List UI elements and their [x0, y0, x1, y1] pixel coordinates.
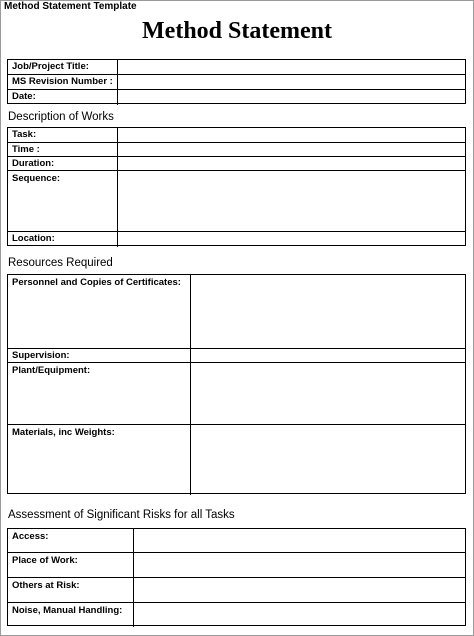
field-label-time: Time :: [8, 143, 118, 156]
field-row-job-title: [8, 60, 465, 75]
page-title: Method Statement: [142, 18, 332, 44]
field-row-plant-equipment: [8, 363, 465, 425]
field-input-job-title[interactable]: [118, 60, 465, 74]
field-row-others-at-risk: [8, 578, 465, 603]
field-input-ms-revision[interactable]: [118, 75, 465, 89]
field-label-supervision: Supervision:: [8, 349, 191, 362]
section-heading-risks: Assessment of Significant Risks for all Tasks: [8, 509, 235, 521]
field-input-personnel[interactable]: [191, 275, 465, 348]
field-row-place-of-work: [8, 553, 465, 578]
field-row-ms-revision: [8, 75, 465, 90]
field-label-job-title: Job/Project Title:: [8, 60, 118, 74]
field-label-date: Date:: [8, 90, 118, 105]
field-input-time[interactable]: [118, 143, 465, 156]
field-label-access: Access:: [8, 529, 134, 552]
field-input-materials[interactable]: [191, 425, 465, 495]
field-label-personnel: Personnel and Copies of Certificates:: [8, 275, 191, 348]
field-row-duration: [8, 157, 465, 171]
field-input-others-at-risk[interactable]: [134, 578, 465, 602]
section-heading-description: Description of Works: [8, 111, 114, 123]
field-label-sequence: Sequence:: [8, 171, 118, 231]
field-row-materials: [8, 425, 465, 495]
field-input-location[interactable]: [118, 232, 465, 247]
field-row-date: [8, 90, 465, 105]
field-input-noise-manual-handling[interactable]: [134, 603, 465, 627]
field-row-noise-manual-handling: [8, 603, 465, 627]
field-label-duration: Duration:: [8, 157, 118, 170]
field-label-task: Task:: [8, 128, 118, 142]
field-label-materials: Materials, inc Weights:: [8, 425, 191, 495]
risks-table: [7, 528, 466, 626]
field-row-time: [8, 143, 465, 157]
field-label-noise-manual-handling: Noise, Manual Handling:: [8, 603, 134, 627]
field-row-supervision: [8, 349, 465, 363]
field-input-task[interactable]: [118, 128, 465, 142]
field-label-plant-equipment: Plant/Equipment:: [8, 363, 191, 424]
field-input-duration[interactable]: [118, 157, 465, 170]
header-fields-table: [7, 59, 466, 104]
field-label-others-at-risk: Others at Risk:: [8, 578, 134, 602]
field-input-date[interactable]: [118, 90, 465, 105]
field-row-personnel: [8, 275, 465, 349]
field-label-place-of-work: Place of Work:: [8, 553, 134, 577]
field-input-access[interactable]: [134, 529, 465, 552]
section-heading-resources: Resources Required: [8, 257, 113, 269]
field-label-ms-revision: MS Revision Number :: [8, 75, 118, 89]
field-input-place-of-work[interactable]: [134, 553, 465, 577]
field-row-location: [8, 232, 465, 247]
description-table: [7, 127, 466, 246]
field-row-access: [8, 529, 465, 553]
field-input-sequence[interactable]: [118, 171, 465, 231]
field-row-task: [8, 128, 465, 143]
field-label-location: Location:: [8, 232, 118, 247]
field-input-plant-equipment[interactable]: [191, 363, 465, 424]
resources-table: [7, 274, 466, 494]
template-label: Method Statement Template: [4, 1, 137, 12]
field-row-sequence: [8, 171, 465, 232]
field-input-supervision[interactable]: [191, 349, 465, 362]
